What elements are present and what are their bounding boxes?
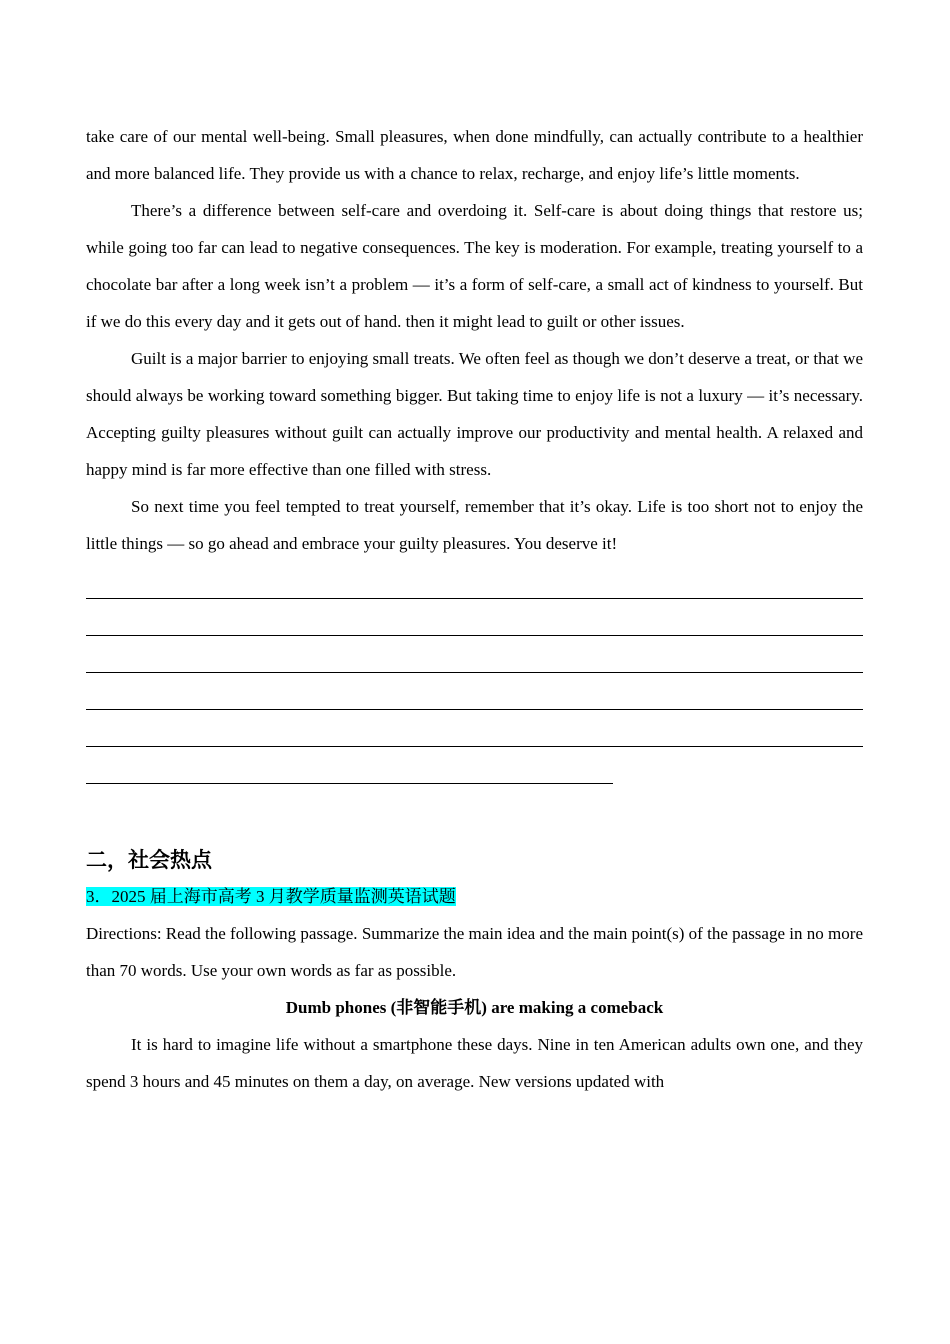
answer-line: [86, 710, 863, 747]
passage-paragraph: There’s a difference between self-care and overdoing it. Self-care is about doing things that restore us; while going too far can lead to negative consequences. The key is moderation. For example, treating yourself to a chocolate bar after a long week isn’t a problem — it’s a form of self-care, a small act of kindness to yourself. But if we do this every day and it gets out of hand. then it might lead to guilt or other issues.: [86, 201, 863, 331]
answer-line: [86, 673, 863, 710]
answer-line: [86, 636, 863, 673]
passage-paragraph: It is hard to imagine life without a smartphone these days. Nine in ten American adults own one, and they spend 3 hours and 45 minutes on them a day, on average. New versions updated with: [86, 1035, 863, 1091]
answer-line: [86, 599, 863, 636]
answer-line: [86, 747, 613, 784]
passage-paragraph: So next time you feel tempted to treat yourself, remember that it’s okay. Life is too short not to enjoy the little things — so go ahead and embrace your guilty pleasures. You deserve it!: [86, 497, 863, 553]
passage-title: Dumb phones (非智能手机) are making a comeback: [285, 998, 664, 1017]
answer-lines: [86, 562, 863, 784]
passage-paragraph-continued: take care of our mental well-being. Small pleasures, when done mindfully, can actually contribute to a healthier and more balanced life. They provide us with a chance to relax, recharge, and enjoy life’s little moments.: [86, 127, 863, 183]
document-page: [86, 118, 863, 1100]
highlighted-source-text: 3．2025 届上海市高考 3 月教学质量监测英语试题: [86, 887, 456, 906]
directions-text: Directions: Read the following passage. Summarize the main idea and the main point(s) of the passage in no more than 70 words. Use your own words as far as possible.: [86, 924, 863, 980]
question-source: [86, 878, 863, 915]
answer-line: [86, 562, 863, 599]
section-heading: 二，社会热点: [86, 848, 212, 872]
passage-paragraph: Guilt is a major barrier to enjoying small treats. We often feel as though we don’t deserve a treat, or that we should always be working toward something bigger. But taking time to enjoy life is not a luxury — it’s necessary. Accepting guilty pleasures without guilt can actually improve our productivity and mental health. A relaxed and happy mind is far more effective than one filled with stress.: [86, 349, 863, 479]
